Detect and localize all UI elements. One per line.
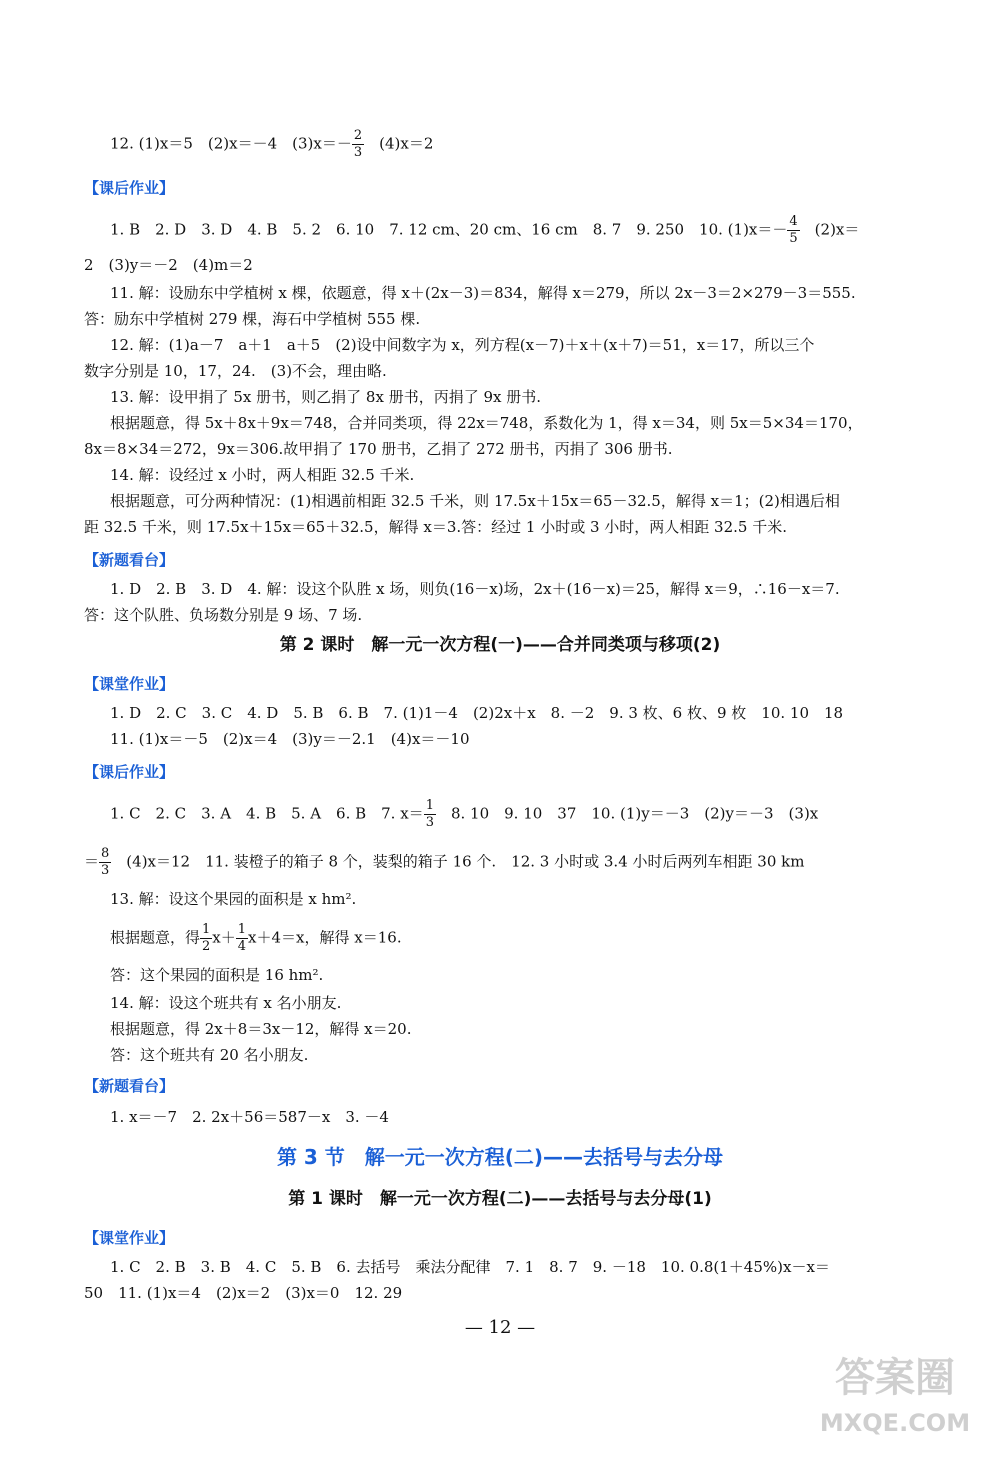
section-heading-classwork: 【课堂作业】 — [84, 1229, 175, 1247]
fraction: $\frac{2}{3}$ — [353, 128, 363, 160]
answer-line: 数字分别是 10，17，24. (3)不会，理由略. — [84, 362, 387, 380]
answer-line: ＝ $\frac{8}{3}$ (4)x＝12 11. 装橙子的箱子 8 个，装梨的箱子 16 个. 12. 3 小时或 3.4 小时后两列车相距 30 km — [84, 846, 805, 878]
section-heading-new-problems: 【新题看台】 — [84, 551, 175, 569]
section-heading-classwork: 【课堂作业】 — [84, 675, 175, 693]
page-number: — 12 — — [464, 1317, 536, 1338]
answer-line: 距 32.5 千米，则 17.5x＋15x＝65＋32.5，解得 x＝3.答：经过 1 小时或 3 小时，两人相距 32.5 千米. — [84, 518, 787, 536]
section-heading-homework: 【课后作业】 — [84, 763, 175, 781]
answer-line: 根据题意，得 5x＋8x＋9x＝748，合并同类项，得 22x＝748，系数化为 1，得 x＝34，则 5x＝5×34＝170， — [110, 414, 863, 432]
answer-line: 1. B 2. D 3. D 4. B 5. 2 6. 10 7. 12 cm、20 cm、16 cm 8. 7 9. 250 10. (1)x＝－ $\frac{4}{5}$ (2)x＝ — [110, 214, 860, 246]
section-heading-new-problems: 【新题看台】 — [84, 1077, 175, 1095]
answer-line: 1. D 2. C 3. C 4. D 5. B 6. B 7. (1)1－4 (2)2x＋x 8. －2 9. 3 枚、6 枚、9 枚 10. 10 18 — [110, 704, 844, 722]
watermark-url: MXQE.COM — [819, 1409, 971, 1437]
fraction: $\frac{1}{3}$ — [425, 798, 434, 830]
answer-line: 13. 解：设甲捐了 5x 册书，则乙捐了 8x 册书，丙捐了 9x 册书. — [110, 388, 542, 406]
answer-line: 14. 解：设经过 x 小时，两人相距 32.5 千米. — [110, 466, 415, 484]
fraction: $\frac{4}{5}$ — [789, 214, 798, 246]
section-heading-homework: 【课后作业】 — [84, 179, 175, 197]
answer-line: 11. (1)x＝－5 (2)x＝4 (3)y＝－2.1 (4)x＝－10 — [110, 730, 470, 748]
answer-line: 根据题意，得 2x＋8＝3x－12，解得 x＝20. — [110, 1020, 412, 1038]
answer-line: 答：这个队胜、负场数分别是 9 场、7 场. — [84, 606, 363, 624]
section-title: 第 3 节 解一元一次方程(二)——去括号与去分母 — [276, 1145, 724, 1169]
lesson-title: 第 1 课时 解一元一次方程(二)——去括号与去分母(1) — [288, 1189, 712, 1209]
answer-line: 12. (1)x＝5 (2)x＝－4 (3)x＝－ $\frac{2}{3}$ (4)x＝2 — [110, 128, 434, 160]
answer-line: 12. 解：(1)a－7 a＋1 a＋5 (2)设中间数字为 x，列方程(x－7)＋x＋(x＋7)＝51，x＝17，所以三个 — [110, 336, 815, 354]
answer-line: 14. 解：设这个班共有 x 名小朋友. — [110, 994, 342, 1012]
answer-line: 1. x＝－7 2. 2x＋56＝587－x 3. －4 — [110, 1108, 389, 1126]
answer-line: 答：这个果园的面积是 16 hm². — [110, 966, 324, 984]
answer-line: 2 (3)y＝－2 (4)m＝2 — [84, 256, 253, 274]
answer-line: 1. C 2. C 3. A 4. B 5. A 6. B 7. x＝ $\frac{1}{3}$ 8. 10 9. 10 37 10. (1)y＝－3 (2)y＝－3 (3)x — [110, 798, 819, 830]
answer-line: 根据题意，可分两种情况：(1)相遇前相距 32.5 千米，则 17.5x＋15x＝65－32.5，解得 x＝1；(2)相遇后相 — [110, 492, 840, 510]
answer-line: 1. C 2. B 3. B 4. C 5. B 6. 去括号 乘法分配律 7. 1 8. 7 9. －18 10. 0.8(1＋45%)x－x＝ — [110, 1258, 830, 1276]
answer-line: 答：励东中学植树 279 棵，海石中学植树 555 棵. — [84, 310, 421, 328]
answer-line: 1. D 2. B 3. D 4. 解：设这个队胜 x 场，则负(16－x)场，2x＋(16－x)＝25，解得 x＝9，∴16－x＝7. — [110, 580, 840, 598]
answer-line: 11. 解：设励东中学植树 x 棵，依题意，得 x＋(2x－3)＝834，解得 x＝279，所以 2x－3＝2×279－3＝555. — [110, 284, 856, 302]
fraction: $\frac{1}{2}$ — [202, 922, 211, 954]
answer-line: 答：这个班共有 20 名小朋友. — [110, 1046, 309, 1064]
watermark-title: 答案圈 — [835, 1355, 955, 1401]
answer-line: 8x＝8×34＝272，9x＝306.故甲捐了 170 册书，乙捐了 272 册书，丙捐了 306 册书. — [84, 440, 673, 458]
watermark-logo — [810, 1346, 980, 1446]
fraction: $\frac{1}{4}$ — [237, 922, 247, 954]
answer-line: 50 11. (1)x＝4 (2)x＝2 (3)x＝0 12. 29 — [84, 1284, 403, 1302]
answer-line: 根据题意，得 $\frac{1}{2}$ x＋ $\frac{1}{4}$ x＋4＝x，解得 x＝16. — [110, 922, 402, 954]
answer-line: 13. 解：设这个果园的面积是 x hm². — [110, 890, 357, 908]
lesson-title: 第 2 课时 解一元一次方程(一)——合并同类项与移项(2) — [279, 635, 721, 655]
fraction: $\frac{8}{3}$ — [101, 846, 110, 878]
